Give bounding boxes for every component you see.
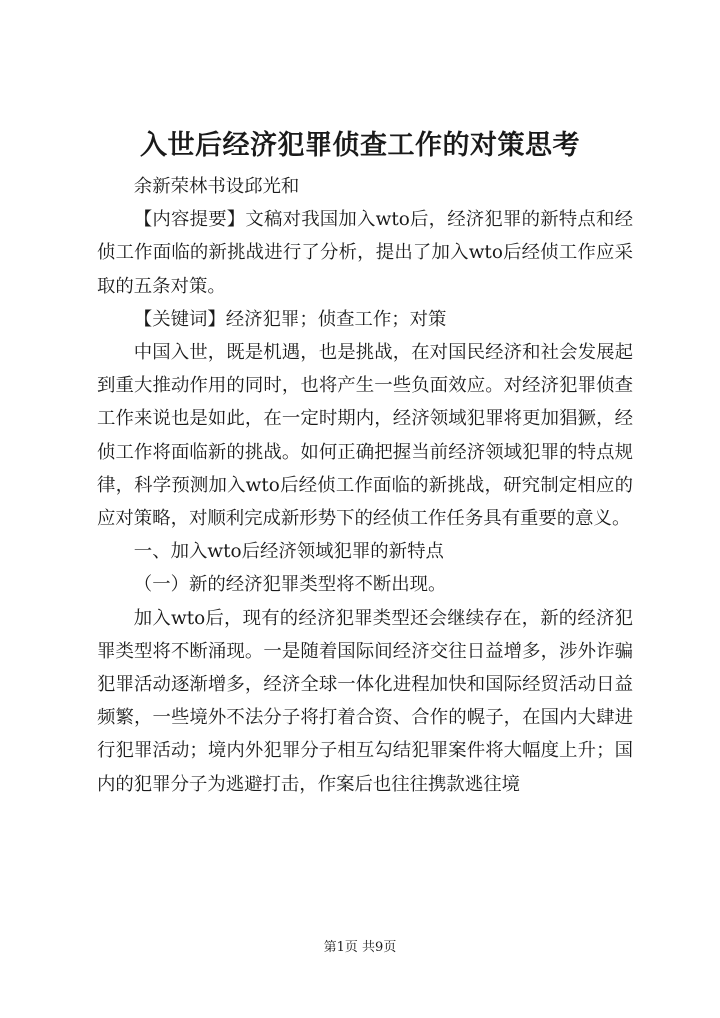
keywords-paragraph: 【关键词】经济犯罪；侦查工作；对策 (133, 308, 447, 330)
intro-paragraph: 中国入世，既是机遇，也是挑战，在对国民经济和社会发展起到重大推动作用的同时，也将产生一些负面效应。对经济犯罪侦查工作来说也是如此，在一定时期内，经济领域犯罪将更加猖獗，经侦工作将面临新的挑战。如何正确把握当前经济领域犯罪的特点规律，科学预测加入wto后经侦工作面临的新挑战，研究制定相应的应对策略，对顺利完成新形势下的经侦工作任务具有重要的意义。 (97, 342, 633, 530)
section-heading: 一、加入wto后经济领域犯罪的新特点 (133, 541, 444, 563)
document-body (97, 170, 633, 801)
document-title: 入世后经济犯罪侦查工作的对策思考 (140, 130, 580, 161)
subsection-heading: （一）新的经济犯罪类型将不断出现。 (133, 574, 447, 596)
authors-line: 余新荣林书设邱光和 (133, 176, 300, 197)
body-paragraph: 加入wto后，现有的经济犯罪类型还会继续存在，新的经济犯罪类型将不断涌现。一是随着国际间经济交往日益增多，涉外诈骗犯罪活动逐渐增多，经济全球一体化进程加快和国际经贸活动日益频繁，一些境外不法分子将打着合资、合作的幌子，在国内大肆进行犯罪活动；境内外犯罪分子相互勾结犯罪案件将大幅度上升；国内的犯罪分子为逃避打击，作案后也往往携款逃往境 (97, 607, 633, 795)
abstract-paragraph: 【内容提要】文稿对我国加入wto后，经济犯罪的新特点和经侦工作面临的新挑战进行了分析，提出了加入wto后经侦工作应采取的五条对策。 (97, 209, 633, 297)
page-footer: 第1页 共9页 (323, 940, 397, 955)
